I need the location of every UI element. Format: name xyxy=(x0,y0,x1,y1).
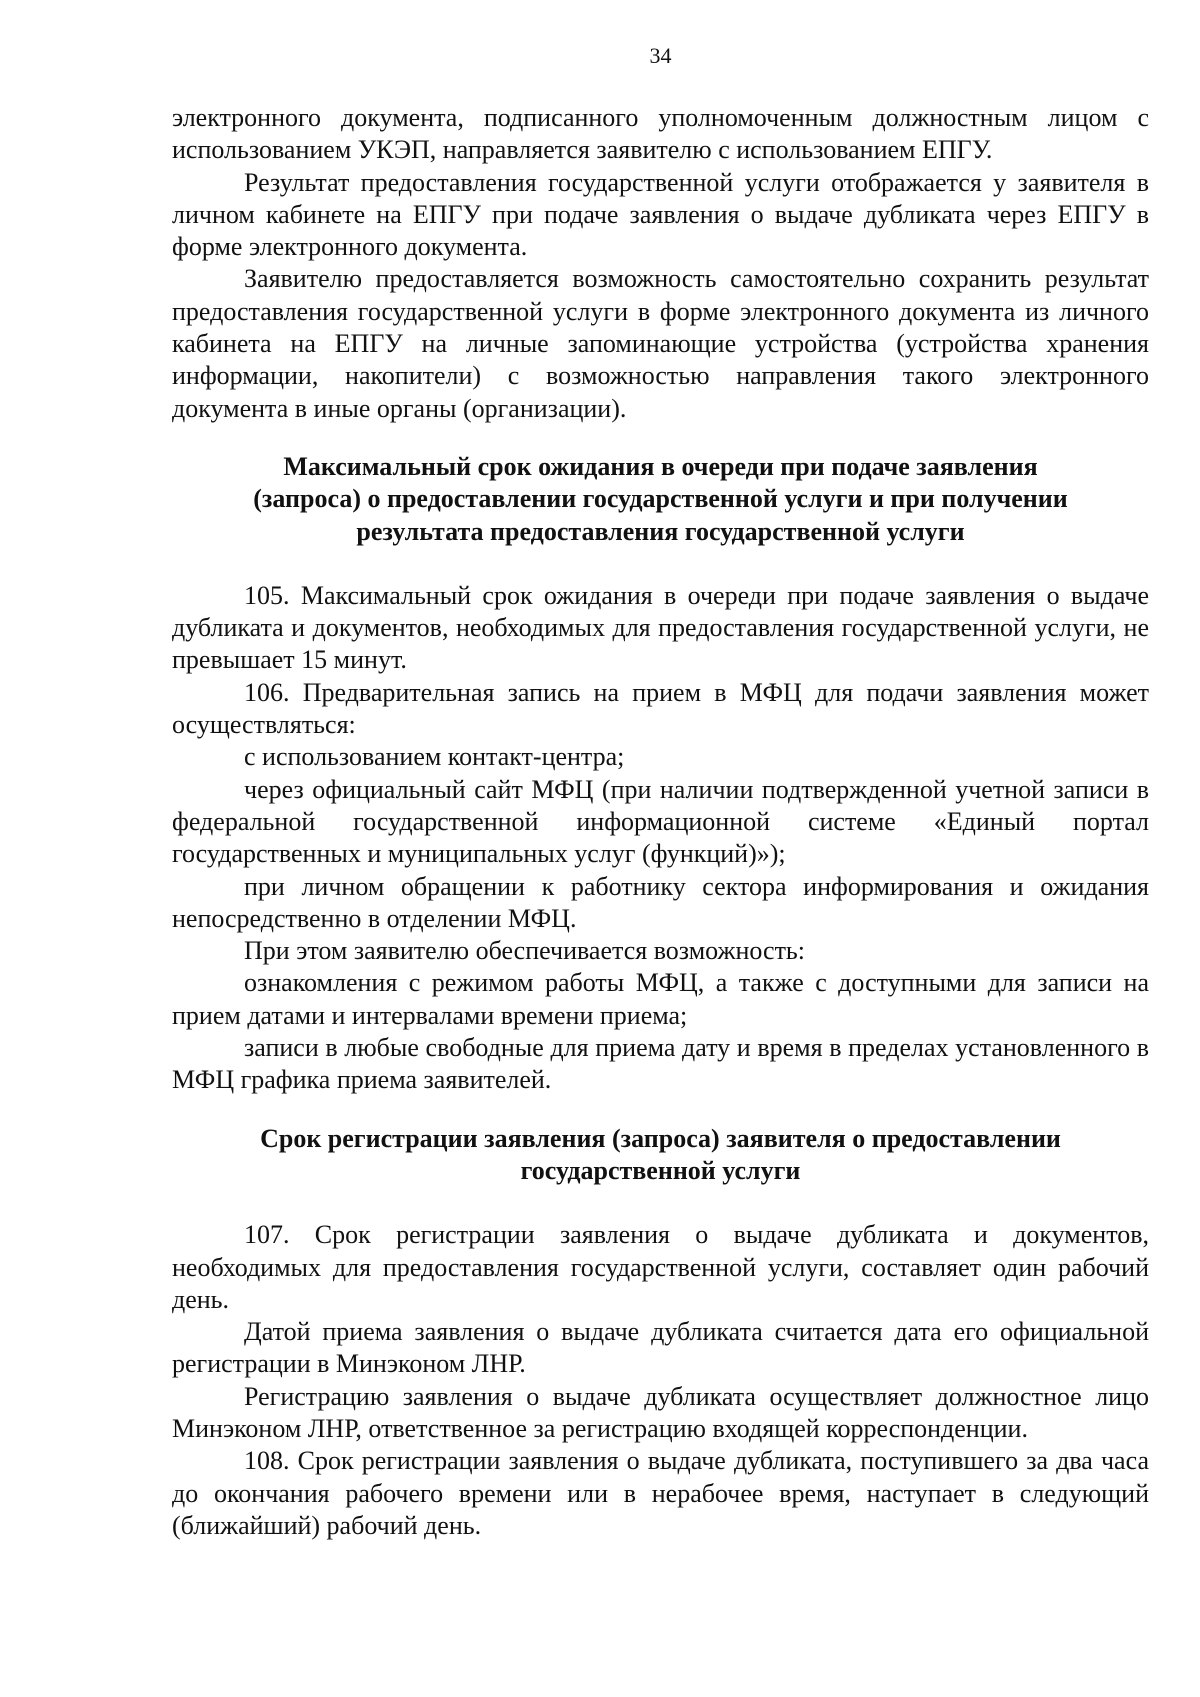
section-heading-registration-term xyxy=(172,1123,1149,1188)
heading-line: (запроса) о предоставлении государственной услуги и при получении xyxy=(253,484,1068,514)
paragraph-continuation: электронного документа, подписанного уполномоченным должностным лицом с использованием УКЭП, направляется заявителю с использованием ЕПГУ. xyxy=(172,103,1149,165)
page-number: 34 xyxy=(649,43,672,68)
paragraph-result-display: Результат предоставления государственной услуги отображается у заявителя в личном кабинете на ЕПГУ при подаче заявления о выдаче дубликата через ЕПГУ в форме электронного документа. xyxy=(172,167,1149,262)
list-item-official-site: через официальный сайт МФЦ (при наличии подтвержденной учетной записи в федеральной государственной информационной системе «Единый портал государственных и муниципальных услуг (функций)»); xyxy=(172,774,1149,869)
paragraph-108: 108. Срок регистрации заявления о выдаче дубликата, поступившего за два часа до окончания рабочего времени или в нерабочее время, наступает в следующий (ближайший) рабочий день. xyxy=(172,1446,1149,1540)
heading-line: государственной услуги xyxy=(520,1155,801,1185)
section-heading-queue-time xyxy=(172,451,1149,548)
paragraph-result-save: Заявителю предоставляется возможность самостоятельно сохранить результат предоставления государственной услуги в форме электронного документа из личного кабинета на ЕПГУ на личные запоминающие устройства (устройства хранения информации, накопители) с возможностью направления такого электронного документа в иные органы (организации). xyxy=(172,264,1149,423)
heading-line: Максимальный срок ожидания в очереди при подаче заявления xyxy=(283,451,1038,481)
paragraph-applicant-possibility: При этом заявителю обеспечивается возможность: xyxy=(244,936,806,966)
document-page xyxy=(172,42,1149,1542)
list-item-free-slot-booking: записи в любые свободные для приема дату и время в пределах установленного в МФЦ графика приема заявителей. xyxy=(172,1033,1149,1095)
paragraph-acceptance-date: Датой приема заявления о выдаче дубликата считается дата его официальной регистрации в Минэконом ЛНР. xyxy=(172,1317,1149,1379)
heading-line: результата предоставления государственной услуги xyxy=(356,516,965,546)
paragraph-106: 106. Предварительная запись на прием в МФЦ для подачи заявления может осуществляться: xyxy=(172,677,1149,740)
paragraph-107: 107. Срок регистрации заявления о выдаче дубликата и документов, необходимых для предоставления государственной услуги, составляет один рабочий день. xyxy=(172,1220,1149,1314)
heading-line: Срок регистрации заявления (запроса) заявителя о предоставлении xyxy=(260,1123,1061,1153)
list-item-personal-visit: при личном обращении к работнику сектора информирования и ожидания непосредственно в отделении МФЦ. xyxy=(172,871,1149,933)
list-item-contact-center: с использованием контакт-центра; xyxy=(244,742,625,772)
paragraph-105: 105. Максимальный срок ожидания в очереди при подаче заявления о выдаче дубликата и документов, необходимых для предоставления государственной услуги, не превышает 15 минут. xyxy=(172,580,1149,675)
paragraph-registration-officer: Регистрацию заявления о выдаче дубликата осуществляет должностное лицо Минэконом ЛНР, ответственное за регистрацию входящей корреспонденции. xyxy=(172,1381,1149,1443)
list-item-schedule-familiarization: ознакомления с режимом работы МФЦ, а также с доступными для записи на прием датами и интервалами времени приема; xyxy=(172,968,1149,1030)
